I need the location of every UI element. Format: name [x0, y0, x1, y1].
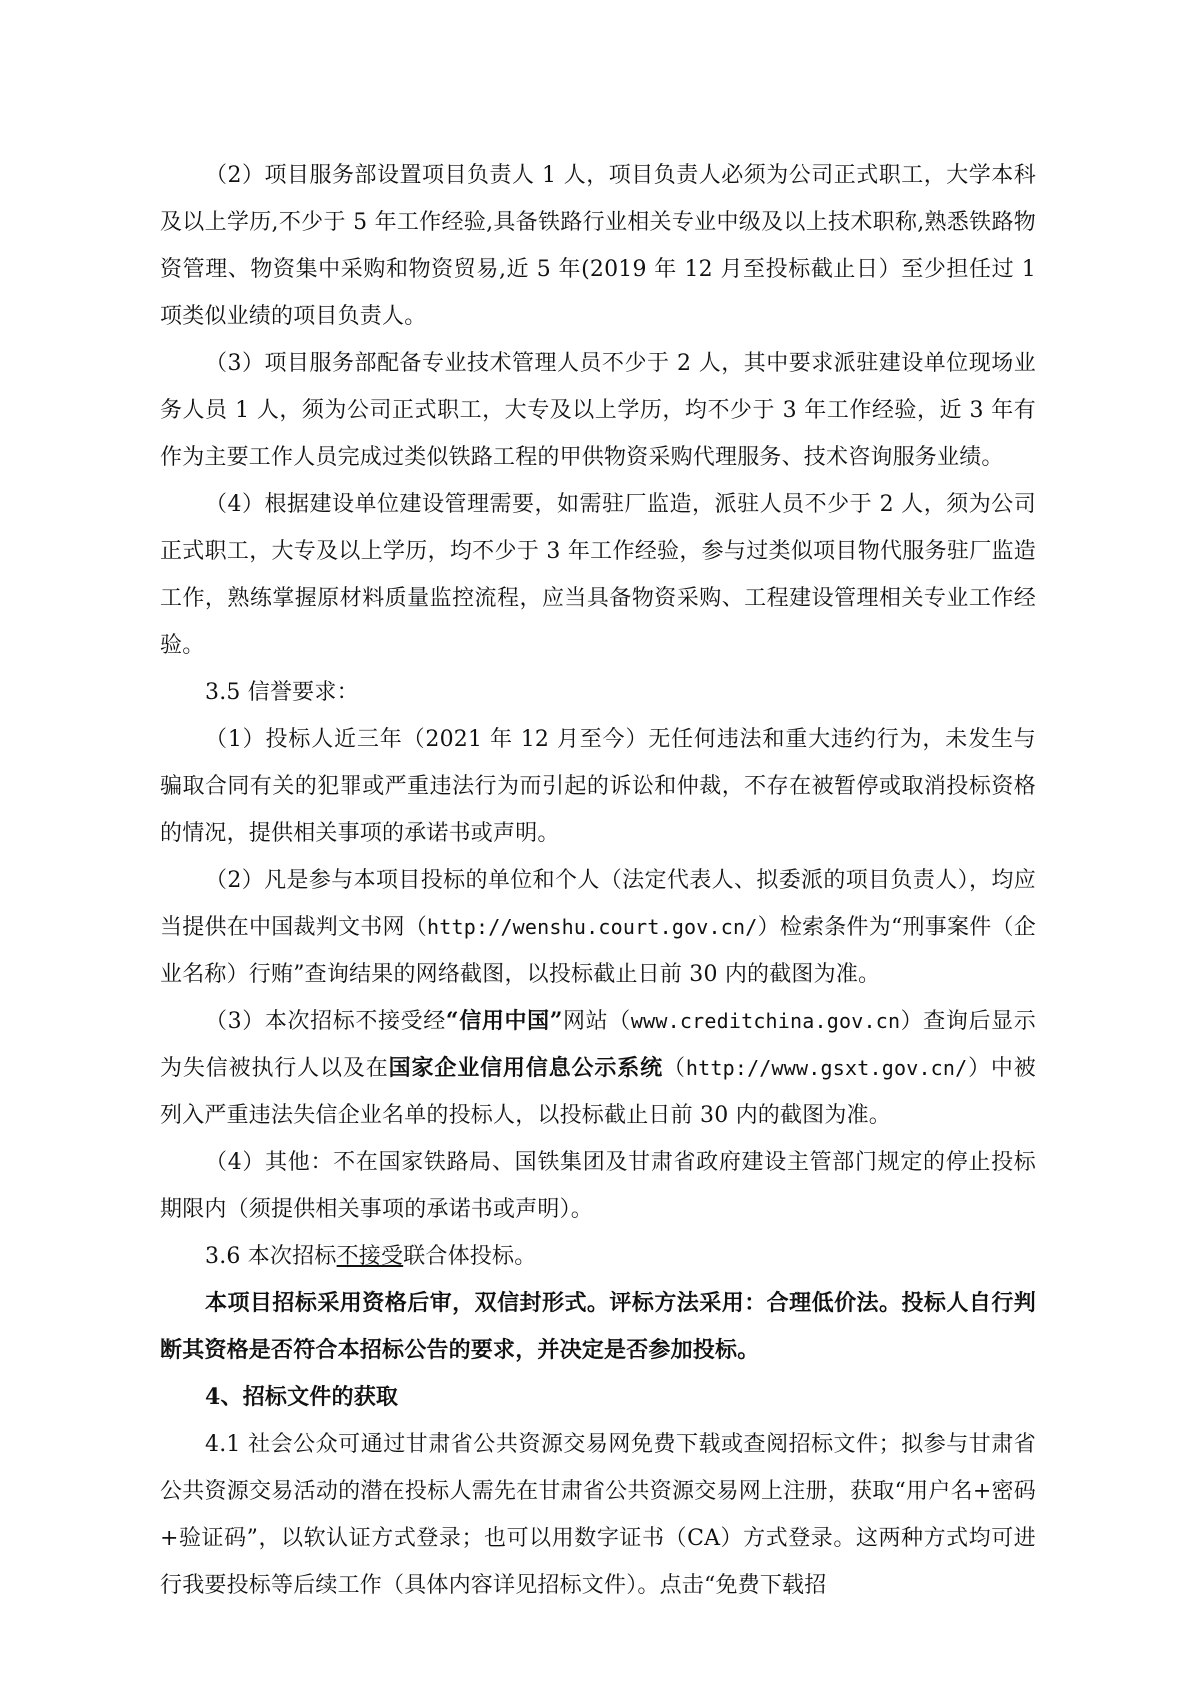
paragraph-technical-staff: （3）项目服务部配备专业技术管理人员不少于 2 人，其中要求派驻建设单位现场业务人员 1 人，须为公司正式职工，大专及以上学历，均不少于 3 年工作经验，近 3 年有作为主要工作人员完成过类似铁路工程的甲供物资采购代理服务、技术咨询服务业绩。 [160, 351, 1036, 470]
paragraph-4-1: 4.1 社会公众可通过甘肃省公共资源交易网免费下载或查阅招标文件；拟参与甘肃省公共资源交易活动的潜在投标人需先在甘肃省公共资源交易网上注册，获取“用户名+密码+验证码”，以软认证方式登录；也可以用数字证书（CA）方式登录。这两种方式均可进行我要投标等后续工作（具体内容详见招标文件）。点击“免费下载招 [160, 1432, 1036, 1598]
paragraph-credit-3-text-c: ）查询后显示为失信被执行人以及在 [160, 1009, 1036, 1081]
paragraph-3-6 [160, 1233, 1036, 1280]
not-accept-underlined: 不接受 [336, 1244, 404, 1269]
document-body [160, 152, 1036, 1609]
paragraph-credit-2 [160, 857, 1036, 998]
paragraph-evaluation-method: 本项目招标采用资格后审，双信封形式。评标方法采用：合理低价法。投标人自行判断其资格是否符合本招标公告的要求，并决定是否参加投标。 [160, 1290, 1036, 1363]
paragraph-credit-3-text-e: ）中被列入严重违法失信企业名单的投标人，以投标截止日前 30 内的截图为准。 [160, 1056, 1036, 1128]
gsxt-url: http://www.gsxt.gov.cn/ [685, 1056, 968, 1080]
paragraph-credit-3-text-a: （3）本次招标不接受经 [205, 1009, 446, 1034]
wenshu-url: http://wenshu.court.gov.cn/ [427, 915, 758, 939]
paragraph-credit-4: （4）其他：不在国家铁路局、国铁集团及甘肃省政府建设主管部门规定的停止投标期限内（须提供相关事项的承诺书或声明）。 [160, 1150, 1036, 1222]
paragraph-credit-1: （1）投标人近三年（2021 年 12 月至今）无任何违法和重大违约行为，未发生与骗取合同有关的犯罪或严重违法行为而引起的诉讼和仲裁，不存在被暂停或取消投标资格的情况，提供相关事项的承诺书或声明。 [160, 727, 1036, 846]
paragraph-factory-supervision: （4）根据建设单位建设管理需要，如需驻厂监造，派驻人员不少于 2 人，须为公司正式职工，大专及以上学历，均不少于 3 年工作经验，参与过类似项目物代服务驻厂监造工作，熟练掌握原材料质量监控流程，应当具备物资采购、工程建设管理相关专业工作经验。 [160, 492, 1036, 658]
section-4-heading: 4、招标文件的获取 [205, 1384, 399, 1410]
credit-china-name: “信用中国” [445, 1008, 563, 1034]
paragraph-credit-3 [160, 998, 1036, 1139]
paragraph-project-leader: （2）项目服务部设置项目负责人 1 人，项目负责人必须为公司正式职工，大学本科及以上学历,不少于 5 年工作经验,具备铁路行业相关专业中级及以上技术职称,熟悉铁路物资管理、物资集中采购和物资贸易,近 5 年(2019 年 12 月至投标截止日）至少担任过 1 项类似业绩的项目负责人。 [160, 163, 1036, 329]
creditchina-url: www.creditchina.gov.cn [630, 1009, 901, 1033]
paragraph-3-6-text-a: 3.6 本次招标 [205, 1244, 337, 1269]
paragraph-credit-3-text-d: （ [662, 1056, 686, 1081]
gsxt-system-name: 国家企业信用信息公示系统 [388, 1055, 663, 1081]
paragraph-credit-2-text-a: （2）凡是参与本项目投标的单位和个人（法定代表人、拟委派的项目负责人），均应当提供在中国裁判文书网（ [160, 868, 1036, 940]
paragraph-credit-3-text-b: 网站（ [562, 1009, 631, 1034]
section-3-5-heading: 3.5 信誉要求： [205, 680, 359, 705]
paragraph-credit-2-text-b: ）检索条件为“刑事案件（企业名称）行贿”查询结果的网络截图，以投标截止日前 30 内的截图为准。 [160, 915, 1036, 987]
paragraph-3-6-text-b: 联合体投标。 [403, 1244, 537, 1269]
